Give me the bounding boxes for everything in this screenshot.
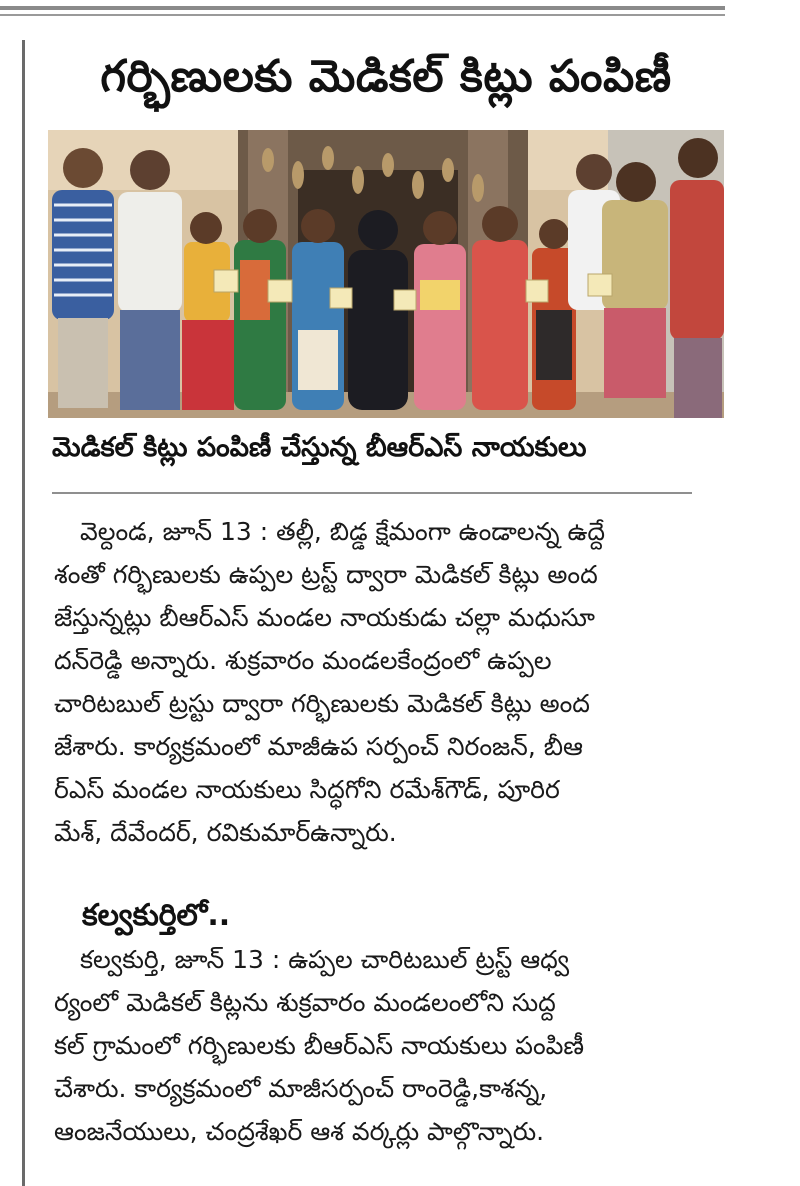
story-1-line: దన్‌రెడ్డి అన్నారు. శుక్రవారం మండలకేంద్రంలో ఉప్పల	[54, 646, 552, 675]
story-1-line: మేశ్, దేవేందర్, రవికుమార్‌ఉన్నారు.	[54, 818, 397, 847]
top-border-rule-thin	[0, 14, 725, 16]
story-1-line: శంతో గర్భిణులకు ఉప్పల ట్రస్ట్ ద్వారా మెడికల్ కిట్లు అంద	[54, 560, 598, 589]
story-1-line: జేశారు. కార్యక్రమంలో మాజీఉప సర్పంచ్ నిరంజన్, బీఆ	[54, 732, 583, 761]
top-border-rule	[0, 6, 725, 10]
news-photo	[48, 130, 724, 418]
column-left-rule	[22, 40, 25, 1186]
photo-caption: మెడికల్ కిట్లు పంపిణీ చేస్తున్న బీఆర్ఎస్ నాయకులు	[52, 432, 587, 463]
story-2-body	[54, 938, 726, 1153]
article-headline: గర్భిణులకు మెడికల్ కిట్లు పంపిణీ	[100, 51, 672, 102]
story-2-line: చేశారు. కార్యక్రమంలో మాజీసర్పంచ్ రాంరెడ్డి,కాశన్న,	[54, 1074, 548, 1103]
story-1-body	[54, 510, 726, 854]
story-2-subheading: కల్వకుర్తిలో..	[82, 898, 231, 933]
story-1-line: ర్ఎస్ మండల నాయకులు సిద్ధగోని రమేశ్‌గౌడ్, పూరిర	[54, 775, 560, 804]
story-2-line: ర్యంలో మెడికల్ కిట్లను శుక్రవారం మండలంలోని సుద్ద	[54, 988, 556, 1017]
caption-divider	[52, 492, 692, 494]
story-2-line: కల్వకుర్తి, జూన్ 13 : ఉప్పల చారిటబుల్ ట్రస్ట్ ఆధ్వ	[80, 945, 570, 974]
story-1-line: వెల్దండ, జూన్ 13 : తల్లీ, బిడ్డ క్షేమంగా ఉండాలన్న ఉద్దే	[80, 517, 606, 546]
story-1-line: జేస్తున్నట్లు బీఆర్ఎస్ మండల నాయకుడు చల్లా మధుసూ	[54, 603, 596, 632]
photo-illustration	[48, 130, 724, 418]
story-2-line: కల్ గ్రామంలో గర్భిణులకు బీఆర్ఎస్ నాయకులు పంపిణీ	[54, 1031, 585, 1060]
story-1-line: చారిటబుల్ ట్రస్టు ద్వారా గర్భిణులకు మెడికల్ కిట్లు అంద	[54, 689, 590, 718]
story-2-line: ఆంజనేయులు, చంద్రశేఖర్ ఆశ వర్కర్లు పాల్గొన్నారు.	[54, 1117, 545, 1146]
